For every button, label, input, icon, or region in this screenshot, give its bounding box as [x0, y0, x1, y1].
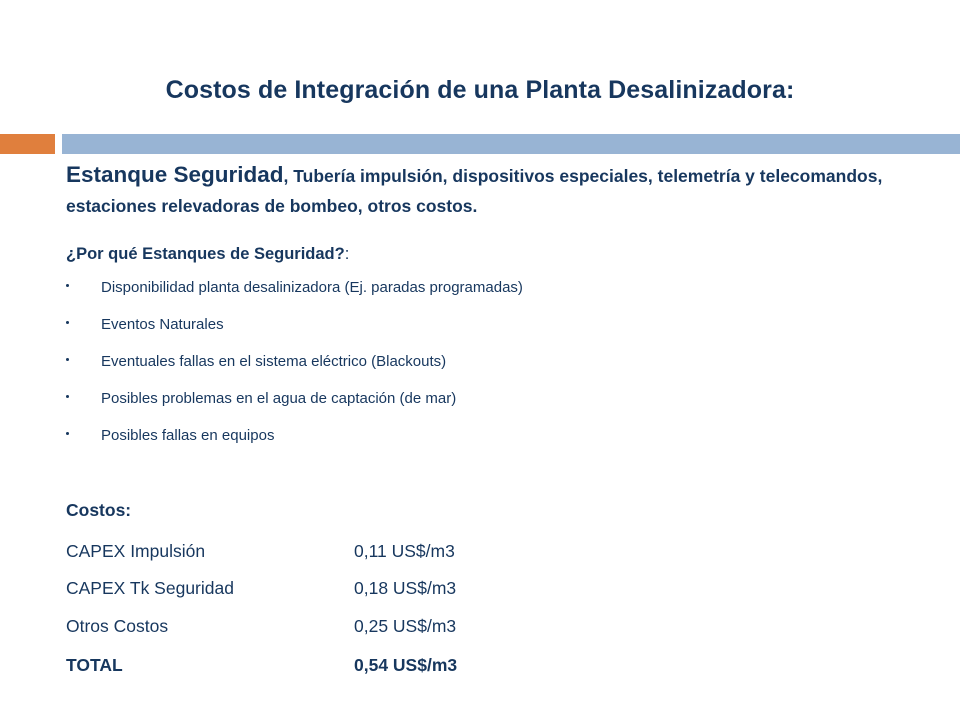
intro-lead: Estanque Seguridad: [66, 162, 284, 187]
cost-value: 0,54 US$/m3: [354, 655, 458, 675]
list-item: [66, 316, 926, 334]
cost-label: CAPEX Impulsión: [66, 541, 206, 561]
cost-value: 0,18 US$/m3: [354, 578, 457, 598]
slide-content: [66, 160, 926, 464]
bullet-icon: [66, 284, 69, 287]
cost-value: 0,25 US$/m3: [354, 616, 457, 636]
list-item-text: Posibles problemas en el agua de captación (de mar): [101, 390, 457, 407]
header-bar: [62, 134, 960, 154]
cost-row: [66, 539, 666, 563]
bullet-icon: [66, 432, 69, 435]
bullet-icon: [66, 358, 69, 361]
list-item: [66, 390, 926, 408]
bullet-icon: [66, 395, 69, 398]
cost-value: 0,11 US$/m3: [354, 541, 455, 561]
list-item: [66, 279, 926, 297]
list-item-text: Disponibilidad planta desalinizadora (Ej. paradas programadas): [101, 279, 523, 296]
question-heading: [66, 243, 926, 265]
list-item: [66, 353, 926, 371]
intro-paragraph: [66, 160, 926, 221]
list-item-text: Eventuales fallas en el sistema eléctrico (Blackouts): [101, 353, 447, 370]
cost-row-total: [66, 653, 666, 677]
cost-label: TOTAL: [66, 655, 123, 675]
intro-rest: , Tubería impulsión, dispositivos especiales, telemetría y telecomandos, estaciones relevadoras de bombeo, otros costos.: [66, 166, 883, 216]
slide-title: Costos de Integración de una Planta Desalinizadora:: [165, 76, 795, 104]
cost-label: CAPEX Tk Seguridad: [66, 578, 234, 598]
list-item: [66, 427, 926, 445]
cost-row: [66, 576, 666, 600]
question-suffix: :: [344, 245, 350, 263]
costs-title: Costos:: [66, 500, 132, 520]
reasons-list: [66, 279, 926, 445]
bullet-icon: [66, 321, 69, 324]
accent-bar: [0, 134, 55, 154]
cost-row: [66, 614, 666, 638]
list-item-text: Posibles fallas en equipos: [101, 427, 275, 444]
list-item-text: Eventos Naturales: [101, 316, 224, 333]
cost-label: Otros Costos: [66, 616, 169, 636]
question-text: ¿Por qué Estanques de Seguridad?: [66, 245, 345, 263]
